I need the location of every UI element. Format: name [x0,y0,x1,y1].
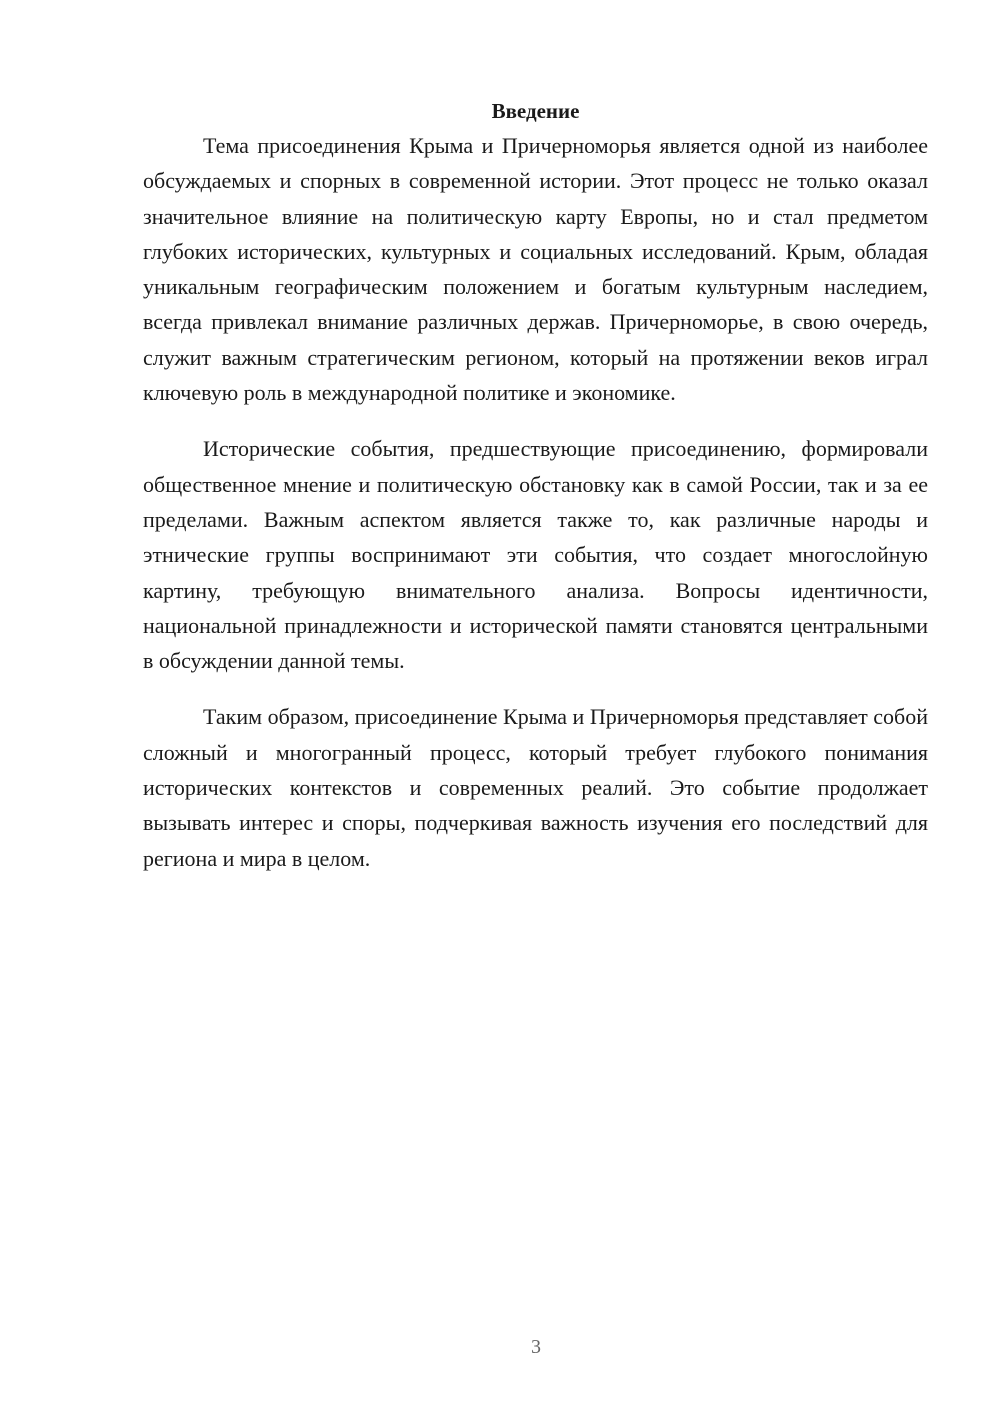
page-content [143,94,928,876]
paragraph-3: Таким образом, присоединение Крыма и Причерноморья представляет собой сложный и многогранный процесс, который требует глубокого понимания исторических контекстов и современных реалий. Это событие продолжает вызывать интерес и споры, подчеркивая важность изучения его последствий для региона и мира в целом. [143,704,928,871]
page-number: 3 [531,1336,541,1358]
paragraph-1: Тема присоединения Крыма и Причерноморья является одной из наиболее обсуждаемых и спорных в современной истории. Этот процесс не только оказал значительное влияние на политическую карту Европы, но и стал предметом глубоких исторических, культурных и социальных исследований. Крым, обладая уникальным географическим положением и богатым культурным наследием, всегда привлекал внимание различных держав. Причерноморье, в свою очередь, служит важным стратегическим регионом, который на протяжении веков играл ключевую роль в международной политике и экономике. [143,133,928,406]
section-heading: Введение [491,99,580,123]
paragraph-2: Исторические события, предшествующие присоединению, формировали общественное мнение и политическую обстановку как в самой России, так и за ее пределами. Важным аспектом является также то, как различные народы и этнические группы воспринимают эти события, что создает многослойную картину, требующую внимательного анализа. Вопросы идентичности, национальной принадлежности и исторической памяти становятся центральными в обсуждении данной темы. [143,436,928,674]
